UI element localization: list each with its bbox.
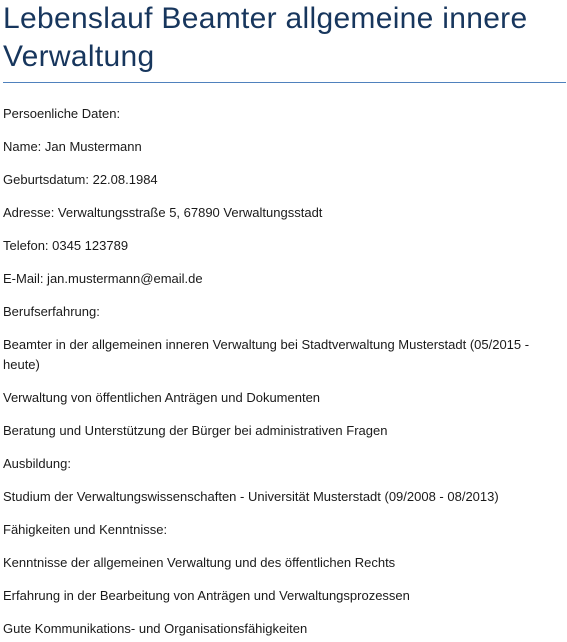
experience-item: Beratung und Unterstützung der Bürger bei administrativen Fragen [3, 423, 388, 438]
skill-item: Erfahrung in der Bearbeitung von Anträgen und Verwaltungsprozessen [3, 588, 410, 603]
education-item: Studium der Verwaltungswissenschaften - Universität Musterstadt (09/2008 - 08/2013) [3, 489, 499, 504]
experience-item: Beamter in der allgemeinen inneren Verwaltung bei Stadtverwaltung Musterstadt (05/2015 - heute) [3, 337, 530, 372]
experience-item: Verwaltung von öffentlichen Anträgen und Dokumenten [3, 390, 321, 405]
skill-item: Gute Kommunikations- und Organisationsfähigkeiten [3, 621, 308, 636]
title-divider [3, 82, 566, 83]
name-line: Name: Jan Mustermann [3, 139, 142, 154]
page-title: Lebenslauf Beamter allgemeine innere Verwaltung [3, 2, 528, 73]
document-body [0, 104, 567, 639]
address-line: Adresse: Verwaltungsstraße 5, 67890 Verwaltungsstadt [3, 205, 323, 220]
section-heading-skills: Fähigkeiten und Kenntnisse: [3, 522, 168, 537]
birthdate-line: Geburtsdatum: 22.08.1984 [3, 172, 158, 187]
phone-line: Telefon: 0345 123789 [3, 238, 129, 253]
section-heading-experience: Berufserfahrung: [3, 304, 100, 319]
email-line: E-Mail: jan.mustermann@email.de [3, 271, 203, 286]
skill-item: Kenntnisse der allgemeinen Verwaltung und des öffentlichen Rechts [3, 555, 396, 570]
section-heading-personal: Persoenliche Daten: [3, 106, 121, 121]
section-heading-education: Ausbildung: [3, 456, 71, 471]
